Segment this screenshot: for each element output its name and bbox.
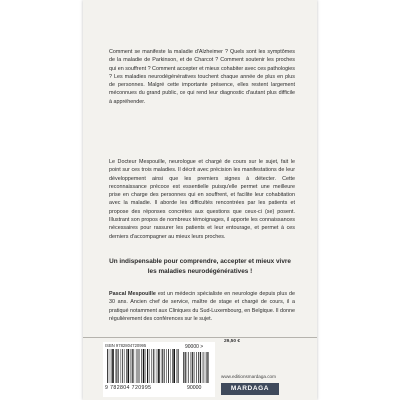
barcode-addon-arrow: >: [200, 344, 204, 350]
barcode-icon: [107, 349, 179, 383]
author-bio-text: est un médecin spécialiste en neurologie depuis plus de 30 ans. Ancien chef de service, maître de stage et chargé de cours, il a pratiqué notamment aux Cliniques du Sud-Luxembourg, en Belgique. Il donne régulièrement des conférences sur le sujet.: [109, 291, 295, 322]
publisher-website: www.editionsmardaga.com: [221, 374, 276, 379]
publisher-logo: MARDAGA: [221, 383, 279, 395]
barcode-addon-icon: [183, 352, 209, 383]
ean-addon-number: 90000: [187, 385, 202, 391]
isbn-label: ISBN 9782804720995: [105, 343, 147, 348]
barcode-addon-number: 90000: [185, 344, 199, 350]
barcode-addon-label: [185, 344, 203, 350]
description-paragraph: Le Docteur Mespouille, neurologue et chargé de cours sur le sujet, fait le point sur ces trois maladies. Il décrit avec précision les manifestations de leur développement ainsi que les premiers signes à détecter. Cette reconnaissance précoce est essentielle puisqu'elle permet une meilleure prise en charge des personnes qui en souffrent, et facilite leur cohabitation avec la maladie. Il aborde les difficultés rencontrées par les patients et propose des réponses concrètes aux questions que ceux-ci (se) posent. Illustrant son propos de nombreux témoignages, il apporte les connaissances nécessaires pour rassurer les patients et leur entourage, et permet à ces derniers d'accompagner au mieux leurs proches.: [109, 159, 295, 240]
divider: [83, 337, 317, 338]
author-name: Pascal Mespouille: [109, 291, 156, 297]
barcode-block: [103, 342, 215, 397]
intro-paragraph: Comment se manifeste la maladie d'Alzheimer ? Quels sont les symptômes de la maladie de Parkinson, et de Charcot ? Comment soutenir les proches qui en souffrent ? Comment accepter et mieux cohabiter avec ces pathologies ? Les maladies neurodégénératives touchent chaque année de plus en plus de personnes. Malgré cette importante présence, elles restent largement méconnues du grand public, ce qui rend leur diagnostic d'autant plus difficile à appréhender.: [109, 49, 295, 105]
author-bio: [109, 290, 295, 323]
ean-number: 9 782804 720995: [105, 385, 152, 391]
book-back-cover: [83, 0, 317, 400]
price-label: 29,50 €: [224, 339, 241, 344]
tagline: Un indispensable pour comprendre, accepter et mieux vivre les maladies neurodégénératives !: [109, 258, 291, 275]
